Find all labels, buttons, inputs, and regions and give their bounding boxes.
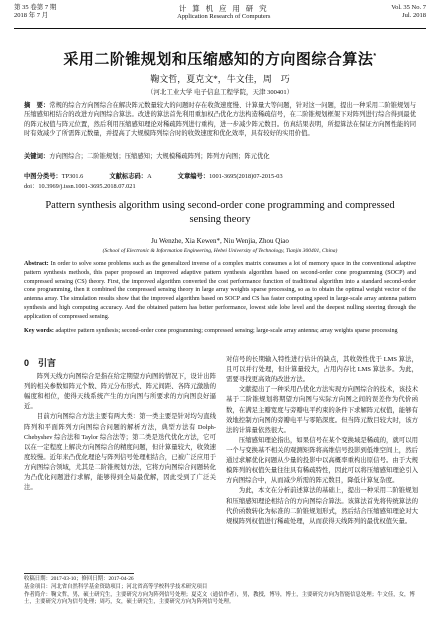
footnote-rule [24,573,134,574]
keywords-cn [24,152,416,161]
authors-cn: 鞠文哲，夏克文*，牛文佳，周 巧 [150,74,290,84]
body-column-right [226,355,418,527]
title-text: 采用二阶锥规划和压缩感知的方向图综合算法 [63,51,374,68]
paper-title-en: Pattern synthesis algorithm using second-order cone programming and compressed sensing theory [45,200,395,226]
footnote [24,576,416,607]
body-paragraph: 为此，本文在分析前述算法的基础上，提出一种采用二阶锥规划和压缩感知理论相结合的方向图综合算法。该算法首先将传统算法的代价函数转化为标准的二阶锥规划形式，然后结合压缩感知理论对大规模阵列权值进行稀疏处理，从而获得天线阵列的最优权值矢量。 [226,487,418,525]
paper-title-cn [20,48,420,69]
keywords-en-text: adaptive pattern synthesis; second-order cone programming; compressed sensing; large-scale array antenna; array weights sparse processing [55,328,398,334]
title-footnote-mark: * [373,53,377,60]
header-journal-en: Application Research of Computers [177,13,271,21]
body-paragraph: 对信号的长期输入特性进行估计的缺点，其收敛性优于 LMS 算法，且可以并行处理，但计算量较大，占用内存比 LMS 算法多。为此，需要寻找更高效的改进方法。 [226,356,418,384]
keywords-en-label: Key words: [24,328,54,334]
affiliation-cn: （河北工业大学 电子信息工程学院，天津 300401） [146,89,294,96]
abstract-cn [24,101,416,139]
footnote-bio: 作者简介：鞠文哲，男，硕士研究生，主要研究方向为阵列信号处理；夏克文（通信作者），男，教授，博导，博士，主要研究方向为智能信息处理；牛文佳，女，博士，主要研究方向为信号处理；周巧，女，硕士研究生，主要研究方向为阵列信号处理。 [24,591,415,606]
doi-link[interactable]: doi：10.3969/j.issn.1001-3695.2018.07.021 [24,183,136,190]
body-column-left [24,372,216,493]
footnote-funding: 基金项目：河北省自然科学基金资助项目；河北省高等学校科学技术研究项目 [24,583,208,590]
abstract-en [24,260,416,322]
authors-en: Ju Wenzhe, Xia Kewen*, Niu Wenjia, Zhou Qiao [151,237,289,245]
header-journal-cn: 计 算 机 应 用 研 究 [178,4,269,13]
header-left [14,4,56,28]
footnote-received: 收稿日期：2017-03-10；修回日期：2017-04-26 [24,576,134,582]
running-header [14,4,426,28]
body-paragraph: 阵列天线方向图综合是指在给定期望方向图的情况下，设计出阵列的相关参数如阵元个数、阵元分布形式、阵元间距、各阵元激励的幅度和相位，使得天线系统产生的方向图与所要求的方向图良好逼近。 [24,373,216,411]
clc-code: 中图分类号：TP301.6 [24,173,84,180]
document-code: 文献标志码：A [109,173,152,180]
abstract-cn-label: 摘 要： [24,102,50,109]
classification-row [24,171,416,180]
keywords-en [24,327,416,336]
article-number: 文章编号：1001-3695(2018)07-2015-03 [177,173,283,180]
keywords-cn-text: 方向图综合；二阶锥规划；压缩感知；大规模稀疏阵列；阵列方向图；阵元优化 [49,153,270,160]
header-rule [14,28,426,29]
header-volume-cn: 第 35 卷第 7 期 [14,4,57,11]
body-paragraph: 压缩感知理论指出，如果信号在某个变换域是稀疏的，就可以用一个与变换基不相关的观测矩阵将高维信号投影到低维空间上，然后通过求解优化问题从少量的投影中以高概率重构出原信号。由于大规模阵列的权值矢量往往具有稀疏特性，因此可以将压缩感知理论引入方向图综合中，从而减少所需的阵元数目，降低计算复杂度。 [226,436,418,485]
abstract-en-text: In order to solve some problems such as the generalized inverse of a complex matrix consumes a lot of memory space in the conventional adaptive pattern synthesis methods, this paper proposed an improved adaptive pattern synthesis algorithm based on second-order cone programming (SOCP) and compressed sensing (CS) theory. First, the improved algorithm converted the cost performance function of traditional algorithm into a standard second-order cone programming, then it combined the compressed sensing theory in large array weights sparse processing, so as to obtain the optimal weight vector of the antenna array. The simulation results show that the improved algorithm based on SOCP and CS has faster computing speed in large-scale array antenna pattern synthesis and high computing accuracy. And the obtained pattern has better performance, lowest side lobe level and the deepest nulling steering through the application of compressed sensing. [24,261,416,320]
header-date-cn: 2018 年 7 月 [14,12,49,20]
header-center [177,4,270,28]
header-right [391,4,426,28]
body-paragraph: 目前方向图综合方法主要有两大类：第一类主要是针对均匀直线阵列和平面阵列方向图综合问题的解析方法，典型方法有 Dolph-Chebyshev 综合法和 Taylor 综合法等；第二类是迭代优化方法，它可以在一定程度上解决方向图综合的精度问题，但计算量较大，收敛速度较慢。近年来凸优化理论与阵列信号处理相结合，已被广泛应用于方向图综合领域，尤其是二阶锥规划方法，它将方向图综合问题转化为凸优化问题进行求解，能够得到全局最优解，因此受到了广泛关注。 [24,413,216,492]
header-date-en: Jul. 2018 [402,12,426,20]
header-volume-en: Vol. 35 No. 7 [391,4,426,11]
section-heading-intro: 0 引言 [24,358,57,368]
abstract-en-label: Abstract: [24,261,49,267]
keywords-cn-label: 关键词： [24,153,50,160]
affiliation-en: (School of Electronic & Information Engineering, Hebei University of Technology, Tianjin 300401, China) [102,248,338,254]
abstract-cn-text: 常规的综合方向图综合在解决阵元数量较大的问题时存在收敛速度慢、计算量大等问题，针对这一问题，提出一种采用二阶锥规划与压缩感知相结合的改进方向图综合算法。改进的算法首先利用重加权凸优化方法构造稀疏信号，在二阶锥规划框架下对阵列进行综合得到最优的阵元权值与阵元位置，然后利用压缩感知理论对稀疏阵列进行重构，进一步减少阵元数目。仿真结果表明，所提算法在保证方向图性能的同时有效减少了所需阵元数量，并提高了大规模阵列综合时的收敛速度和优化效率，具有较好的实用价值。 [24,102,417,138]
body-paragraph: 文献提出了一种采用凸优化方法实现方向图综合的技术，该技术基于二阶锥规划将期望方向图与实际方向图之间的误差作为代价函数，在满足主瓣宽度与旁瓣电平约束的条件下求解阵元权值，能够有效地控制方向图的旁瓣电平与零陷深度。但当阵元数目较大时，该方法的计算量依然很大。 [226,386,418,434]
